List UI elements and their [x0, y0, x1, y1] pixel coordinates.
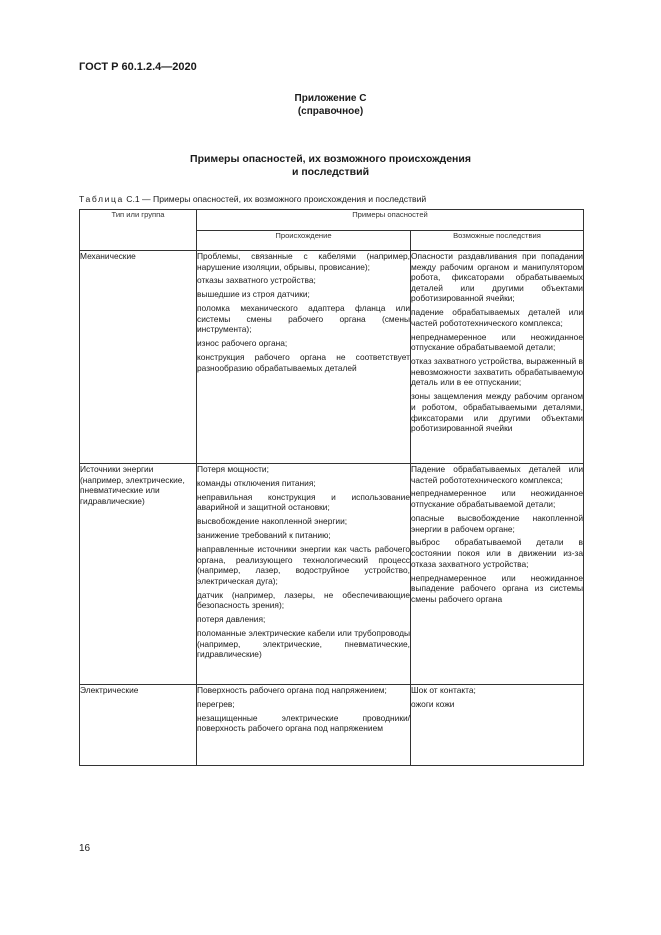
list-item: поломанные электрические кабели или трубопроводы (например, электрические, пневматические, гидравлические): [197, 628, 410, 660]
header-consequences: Возможные последствия: [411, 231, 584, 251]
list-item: высвобождение накопленной энергии;: [197, 516, 348, 527]
list-item: Опасности раздавливания при попадании между рабочим органом и манипулятором робота, фиксаторами обрабатываемых деталей или другими объектами роботизированной ячейки;: [411, 251, 583, 304]
list-item: зоны защемления между рабочим органом и роботом, обрабатываемыми деталями, фиксаторами или другими объектами роботизированной ячейки: [411, 391, 583, 434]
list-item: незащищенные электрические проводники/поверхность рабочего органа под напряжением: [197, 712, 410, 734]
cell-consequences: [411, 251, 584, 464]
cell-origin: [197, 464, 411, 685]
document-title-line-2: и последствий: [291, 166, 370, 178]
list-item: опасные высвобождение накопленной энергии в рабочем органе;: [411, 512, 583, 534]
list-item: Поверхность рабочего органа под напряжением;: [197, 685, 387, 695]
header-origin: Происхождение: [197, 231, 411, 251]
list-item: команды отключения питания;: [197, 477, 316, 488]
page-number: 16: [79, 843, 91, 854]
list-item: непреднамеренное или неожиданное отпускание обрабатываемой детали;: [411, 331, 583, 353]
appendix-heading: [0, 92, 661, 118]
list-item: конструкция рабочего органа не соответствует разнообразию обрабатываемых деталей: [197, 352, 410, 373]
list-item: износ рабочего органа;: [197, 338, 288, 349]
cell-origin: [197, 251, 411, 464]
list-item: занижение требований к питанию;: [197, 530, 331, 541]
table-row: [80, 685, 584, 766]
document-title: [0, 153, 661, 179]
table-caption-label: Таблица: [79, 194, 124, 204]
cell-type: Электрические: [80, 685, 197, 766]
list-item: направленные источники энергии как часть рабочего органа, реализующего технологический процесс (например, лазер, водоструйное устройство, электрическая дуга);: [197, 544, 410, 586]
table-caption-text: — Примеры опасностей, их возможного происхождения и последствий: [139, 194, 427, 204]
header-type: Тип или группа: [80, 210, 197, 251]
appendix-subtitle: (справочное): [297, 106, 364, 117]
cell-consequences: [411, 464, 584, 685]
cell-consequences: [411, 685, 584, 766]
table-row: [80, 464, 584, 685]
list-item: непреднамеренное или неожиданное выпадение рабочего органа из системы смены рабочего органа: [411, 572, 583, 604]
table-row: [80, 251, 584, 464]
list-item: датчик (например, лазеры, не обеспечивающие безопасность зрения);: [197, 589, 410, 611]
hazards-table: [79, 209, 584, 766]
cell-type: Источники энергии (например, электрические, пневматические или гидравлические): [80, 464, 197, 685]
list-item: потеря давления;: [197, 614, 266, 625]
cell-type: Механические: [80, 251, 197, 464]
list-item: перегрев;: [197, 698, 235, 709]
list-item: вышедшие из строя датчики;: [197, 289, 310, 300]
list-item: поломка механического адаптера фланца или системы смены рабочего органа (смены инструмента);: [197, 303, 410, 335]
list-item: отказы захватного устройства;: [197, 275, 316, 286]
list-item: неправильная конструкция и использование аварийной и защитной остановки;: [197, 491, 410, 513]
list-item: Шок от контакта;: [411, 685, 476, 695]
list-item: падение обрабатываемых деталей или частей робототехнического комплекса;: [411, 307, 583, 328]
list-item: выброс обрабатываемой детали в состоянии покоя или в движении из-за отказа захватного устройства;: [411, 537, 583, 569]
table-caption: [79, 194, 426, 204]
appendix-title: Приложение С: [294, 93, 367, 104]
list-item: Потеря мощности;: [197, 464, 269, 474]
table-caption-number: С.1: [123, 194, 140, 204]
list-item: ожоги кожи: [411, 698, 455, 709]
list-item: отказ захватного устройства, выраженный в невозможности захватить обрабатываемую деталь или в ее отпускании;: [411, 356, 583, 388]
standard-number: ГОСТ Р 60.1.2.4—2020: [79, 61, 197, 73]
cell-origin: [197, 685, 411, 766]
list-item: Падение обрабатываемых деталей или частей робототехнического комплекса;: [411, 464, 583, 485]
header-examples: Примеры опасностей: [197, 210, 584, 231]
list-item: Проблемы, связанные с кабелями (например, нарушение изоляции, обрывы, провисание);: [197, 251, 410, 272]
document-title-line-1: Примеры опасностей, их возможного происхождения: [190, 153, 471, 165]
list-item: непреднамеренное или неожиданное отпускание обрабатываемой детали;: [411, 488, 583, 510]
